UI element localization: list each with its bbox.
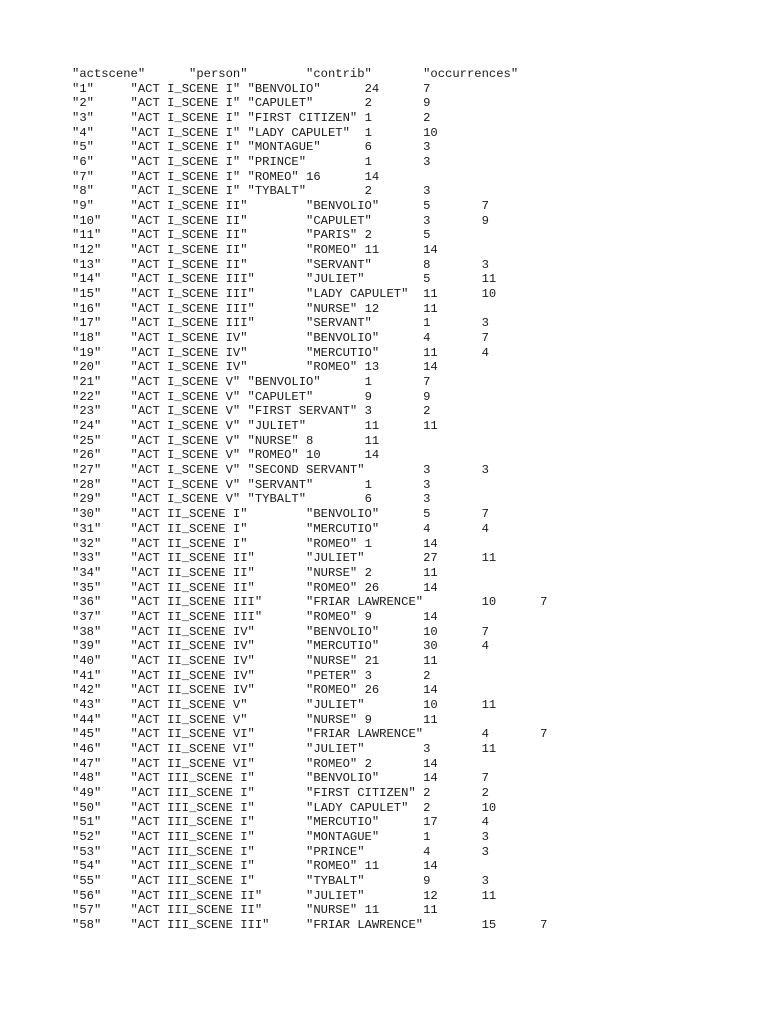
data-line: "56" "ACT III_SCENE II" "JULIET" 12 11 [72, 888, 497, 903]
data-line: "35" "ACT II_SCENE II" "ROMEO" 26 14 [72, 580, 438, 595]
data-line: "4" "ACT I_SCENE I" "LADY CAPULET" 1 10 [72, 125, 438, 140]
data-line: "6" "ACT I_SCENE I" "PRINCE" 1 3 [72, 155, 431, 170]
data-line: "57" "ACT III_SCENE II" "NURSE" 11 11 [72, 903, 438, 918]
data-line: "43" "ACT II_SCENE V" "JULIET" 10 11 [72, 697, 497, 712]
data-line: "48" "ACT III_SCENE I" "BENVOLIO" 14 7 [72, 771, 489, 786]
data-line: "34" "ACT II_SCENE II" "NURSE" 2 11 [72, 565, 438, 580]
data-line: "49" "ACT III_SCENE I" "FIRST CITIZEN" 2 2 [72, 785, 489, 800]
data-line: "29" "ACT I_SCENE V" "TYBALT" 6 3 [72, 492, 431, 507]
data-line: "22" "ACT I_SCENE V" "CAPULET" 9 9 [72, 389, 431, 404]
data-line: "5" "ACT I_SCENE I" "MONTAGUE" 6 3 [72, 140, 431, 155]
data-line: "2" "ACT I_SCENE I" "CAPULET" 2 9 [72, 96, 431, 111]
data-line: "9" "ACT I_SCENE II" "BENVOLIO" 5 7 [72, 199, 489, 214]
data-line: "24" "ACT I_SCENE V" "JULIET" 11 11 [72, 419, 438, 434]
data-line: "50" "ACT III_SCENE I" "LADY CAPULET" 2 10 [72, 800, 497, 815]
data-line: "38" "ACT II_SCENE IV" "BENVOLIO" 10 7 [72, 624, 489, 639]
data-line: "21" "ACT I_SCENE V" "BENVOLIO" 1 7 [72, 375, 431, 390]
data-line: "47" "ACT II_SCENE VI" "ROMEO" 2 14 [72, 756, 438, 771]
data-line: "31" "ACT II_SCENE I" "MERCUTIO" 4 4 [72, 521, 489, 536]
data-line: "36" "ACT II_SCENE III" "FRIAR LAWRENCE" 10 7 [72, 595, 548, 610]
data-line: "3" "ACT I_SCENE I" "FIRST CITIZEN" 1 2 [72, 111, 431, 126]
data-line: "53" "ACT III_SCENE I" "PRINCE" 4 3 [72, 844, 489, 859]
data-line: "54" "ACT III_SCENE I" "ROMEO" 11 14 [72, 859, 438, 874]
header-line: "actscene" "person" "contrib" "occurrences" [72, 67, 519, 81]
data-line: "40" "ACT II_SCENE IV" "NURSE" 21 11 [72, 653, 438, 668]
document-text [72, 67, 547, 933]
data-line: "37" "ACT II_SCENE III" "ROMEO" 9 14 [72, 609, 438, 624]
data-line: "39" "ACT II_SCENE IV" "MERCUTIO" 30 4 [72, 639, 489, 654]
data-line: "25" "ACT I_SCENE V" "NURSE" 8 11 [72, 433, 380, 448]
data-line: "44" "ACT II_SCENE V" "NURSE" 9 11 [72, 712, 438, 727]
data-line: "13" "ACT I_SCENE II" "SERVANT" 8 3 [72, 257, 489, 272]
data-line: "19" "ACT I_SCENE IV" "MERCUTIO" 11 4 [72, 345, 489, 360]
data-line: "27" "ACT I_SCENE V" "SECOND SERVANT" 3 3 [72, 463, 489, 478]
data-line: "52" "ACT III_SCENE I" "MONTAGUE" 1 3 [72, 829, 489, 844]
data-line: "11" "ACT I_SCENE II" "PARIS" 2 5 [72, 228, 431, 243]
data-line: "55" "ACT III_SCENE I" "TYBALT" 9 3 [72, 873, 489, 888]
data-line: "17" "ACT I_SCENE III" "SERVANT" 1 3 [72, 316, 489, 331]
data-line: "41" "ACT II_SCENE IV" "PETER" 3 2 [72, 668, 431, 683]
data-line: "16" "ACT I_SCENE III" "NURSE" 12 11 [72, 301, 438, 316]
data-line: "30" "ACT II_SCENE I" "BENVOLIO" 5 7 [72, 507, 489, 522]
data-line: "26" "ACT I_SCENE V" "ROMEO" 10 14 [72, 448, 380, 463]
data-line: "23" "ACT I_SCENE V" "FIRST SERVANT" 3 2 [72, 404, 431, 419]
data-line: "58" "ACT III_SCENE III" "FRIAR LAWRENCE" 15 7 [72, 917, 548, 932]
data-line: "51" "ACT III_SCENE I" "MERCUTIO" 17 4 [72, 815, 489, 830]
data-line: "8" "ACT I_SCENE I" "TYBALT" 2 3 [72, 184, 431, 199]
data-line: "42" "ACT II_SCENE IV" "ROMEO" 26 14 [72, 683, 438, 698]
data-line: "1" "ACT I_SCENE I" "BENVOLIO" 24 7 [72, 81, 431, 96]
data-line: "20" "ACT I_SCENE IV" "ROMEO" 13 14 [72, 360, 438, 375]
data-line: "33" "ACT II_SCENE II" "JULIET" 27 11 [72, 551, 497, 566]
data-line: "46" "ACT II_SCENE VI" "JULIET" 3 11 [72, 741, 497, 756]
data-line: "45" "ACT II_SCENE VI" "FRIAR LAWRENCE" 4 7 [72, 727, 548, 742]
data-line: "12" "ACT I_SCENE II" "ROMEO" 11 14 [72, 243, 438, 258]
data-line: "32" "ACT II_SCENE I" "ROMEO" 1 14 [72, 536, 438, 551]
data-line: "10" "ACT I_SCENE II" "CAPULET" 3 9 [72, 213, 489, 228]
data-line: "14" "ACT I_SCENE III" "JULIET" 5 11 [72, 272, 497, 287]
data-line: "28" "ACT I_SCENE V" "SERVANT" 1 3 [72, 477, 431, 492]
data-line: "15" "ACT I_SCENE III" "LADY CAPULET" 11 10 [72, 287, 497, 302]
data-line: "18" "ACT I_SCENE IV" "BENVOLIO" 4 7 [72, 331, 489, 346]
data-line: "7" "ACT I_SCENE I" "ROMEO" 16 14 [72, 169, 380, 184]
